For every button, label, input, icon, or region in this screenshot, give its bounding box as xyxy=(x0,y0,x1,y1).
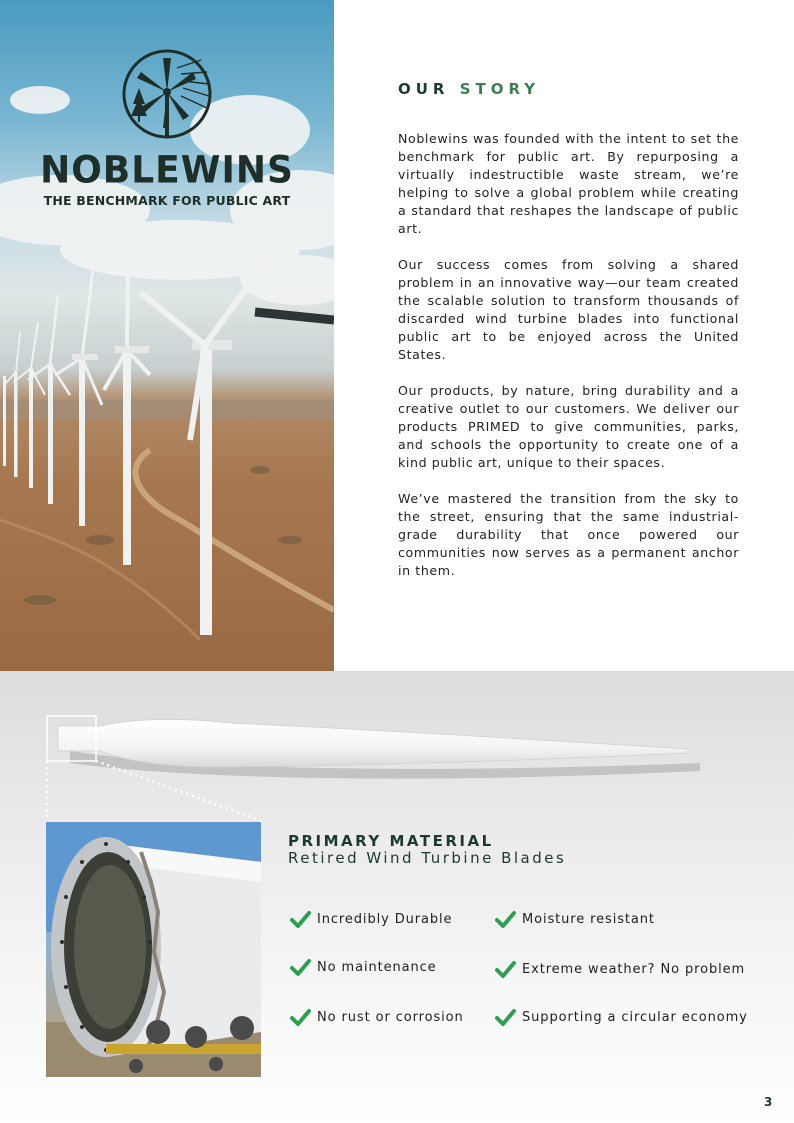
hero-photo xyxy=(0,0,334,671)
check-icon xyxy=(289,1006,311,1028)
feature-label: Moisture resistant xyxy=(522,911,655,927)
check-icon xyxy=(494,908,516,930)
story-body xyxy=(398,130,739,598)
story-heading-word1: OUR xyxy=(398,80,450,98)
feature-item xyxy=(494,958,745,980)
feature-item xyxy=(494,908,655,930)
story-paragraph: Our success comes from solving a shared problem in an innovative way—our team created the scalable solution to transform thousands of discarded wind turbine blades into functional public art to be enjoyed across the United States. xyxy=(398,257,739,362)
feature-item xyxy=(289,956,437,978)
check-icon xyxy=(289,908,311,930)
material-title: PRIMARY MATERIAL xyxy=(288,832,494,850)
brand-tagline: THE BENCHMARK FOR PUBLIC ART xyxy=(43,193,291,208)
story-paragraph: Noblewins was founded with the intent to set the benchmark for public art. By repurposing a virtually indestructible waste stream, we’re helping to solve a global problem while creating a standard that reshapes the landscape of public art. xyxy=(398,131,739,236)
feature-label: Incredibly Durable xyxy=(317,911,453,927)
feature-label: No rust or corrosion xyxy=(317,1009,464,1025)
material-subtitle: Retired Wind Turbine Blades xyxy=(288,849,567,867)
blade-root-illustration xyxy=(46,822,261,1077)
story-paragraph: Our products, by nature, bring durability and a creative outlet to our customers. We deliver our products PRIMED to give communities, parks, and schools the opportunity to create one of a kind public art, unique to their spaces. xyxy=(398,383,739,470)
page-number: 3 xyxy=(764,1095,773,1109)
brand-logo xyxy=(0,48,334,208)
turbine-sun-logo-icon xyxy=(121,48,213,140)
feature-item xyxy=(289,908,452,930)
story-paragraph: We’ve mastered the transition from the sky to the street, ensuring that the same industrial-grade durability that once powered our communities now serves as a permanent anchor in them. xyxy=(398,491,739,578)
feature-label: Extreme weather? No problem xyxy=(522,961,746,977)
feature-item xyxy=(494,1006,748,1028)
brand-name: NOBLEWINS xyxy=(40,148,294,193)
feature-label: No maintenance xyxy=(317,959,437,975)
check-icon xyxy=(494,1006,516,1028)
story-heading-word2: STORY xyxy=(459,80,541,98)
feature-item xyxy=(289,1006,464,1028)
blade-root-photo xyxy=(46,822,261,1077)
turbine-blade-graphic xyxy=(0,671,794,831)
story-heading xyxy=(398,80,540,98)
check-icon xyxy=(289,956,311,978)
check-icon xyxy=(494,958,516,980)
feature-label: Supporting a circular economy xyxy=(522,1009,748,1025)
